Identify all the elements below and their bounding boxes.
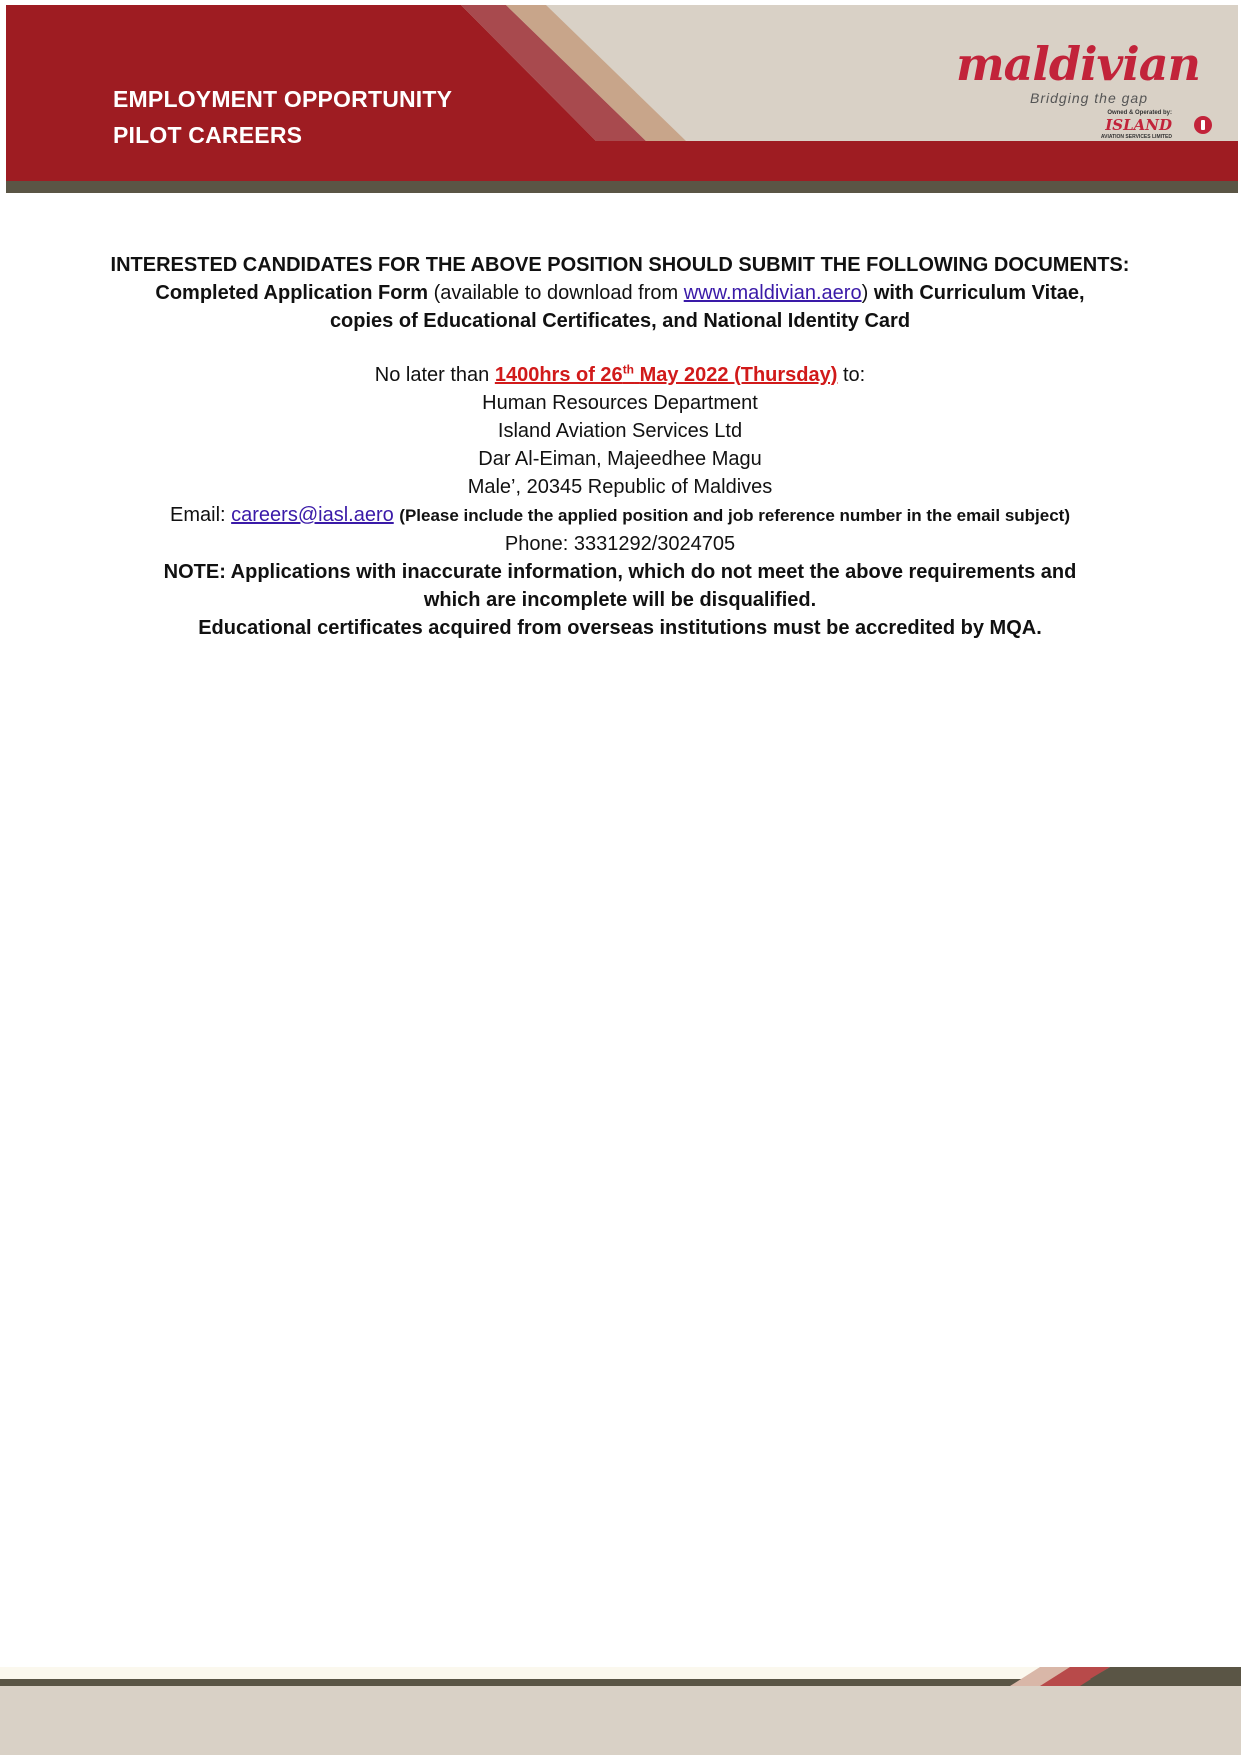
footer-background [0,1655,1241,1755]
deadline-date-rest: May 2022 (Thursday) [639,364,838,386]
form-note-pre: (available to download from [433,282,679,304]
with-cv: with Curriculum Vitae, [873,282,1085,304]
deadline-prefix: No later than [374,364,490,386]
island-badge-icon [1194,116,1212,134]
email-label: Email: [170,504,226,526]
logo-owned-by: Owned & Operated by: [1107,110,1172,116]
island-logo-subtitle: AVIATION SERVICES LIMITED [1100,134,1172,140]
logo-wordmark: maldivian [955,37,1200,91]
phone-number: 3331292/3024705 [573,533,736,555]
maldivian-logo [955,37,1218,143]
header-banner [6,5,1238,193]
logo-tagline: Bridging the gap [1030,90,1148,106]
phone-line [100,530,1140,558]
island-logo: ISLAND [1105,116,1172,134]
website-link[interactable]: www.maldivian.aero [683,282,862,304]
form-note-post: ) [861,282,869,304]
application-instructions [100,251,1140,642]
footer-banner [0,1655,1241,1755]
deadline-date [495,364,838,386]
documents-line: copies of Educational Certificates, and National Identity Card [329,310,911,332]
email-line [100,501,1140,530]
address-line-2: Island Aviation Services Ltd [497,420,743,442]
email-link[interactable]: careers@iasl.aero [231,504,394,526]
address-line-1: Human Resources Department [482,392,758,414]
title-line-1: EMPLOYMENT OPPORTUNITY [113,86,453,112]
address-line-3: Dar Al-Eiman, Majeedhee Magu [478,448,762,470]
phone-label: Phone: [504,533,569,555]
deadline-time-day: 1400hrs of 26 [494,364,623,386]
note-line-2: which are incomplete will be disqualified. [423,589,817,611]
application-form-line [100,279,1140,307]
page-title [113,81,452,153]
note-line-1: NOTE: Applications with inaccurate information, which do not meet the above requirements and [163,561,1077,583]
address-line-4: Male’, 20345 Republic of Maldives [467,476,773,498]
deadline-line [100,361,1140,389]
note-line-3: Educational certificates acquired from overseas institutions must be accredited by MQA. [198,617,1042,639]
title-line-2: PILOT CAREERS [113,122,303,148]
email-note: (Please include the applied position and job reference number in the email subject) [399,506,1070,525]
deadline-ordinal: th [622,362,635,377]
deadline-suffix: to: [843,364,866,386]
form-label: Completed Application Form [155,282,428,304]
submission-heading: INTERESTED CANDIDATES FOR THE ABOVE POSITION SHOULD SUBMIT THE FOLLOWING DOCUMENTS: [110,254,1130,276]
